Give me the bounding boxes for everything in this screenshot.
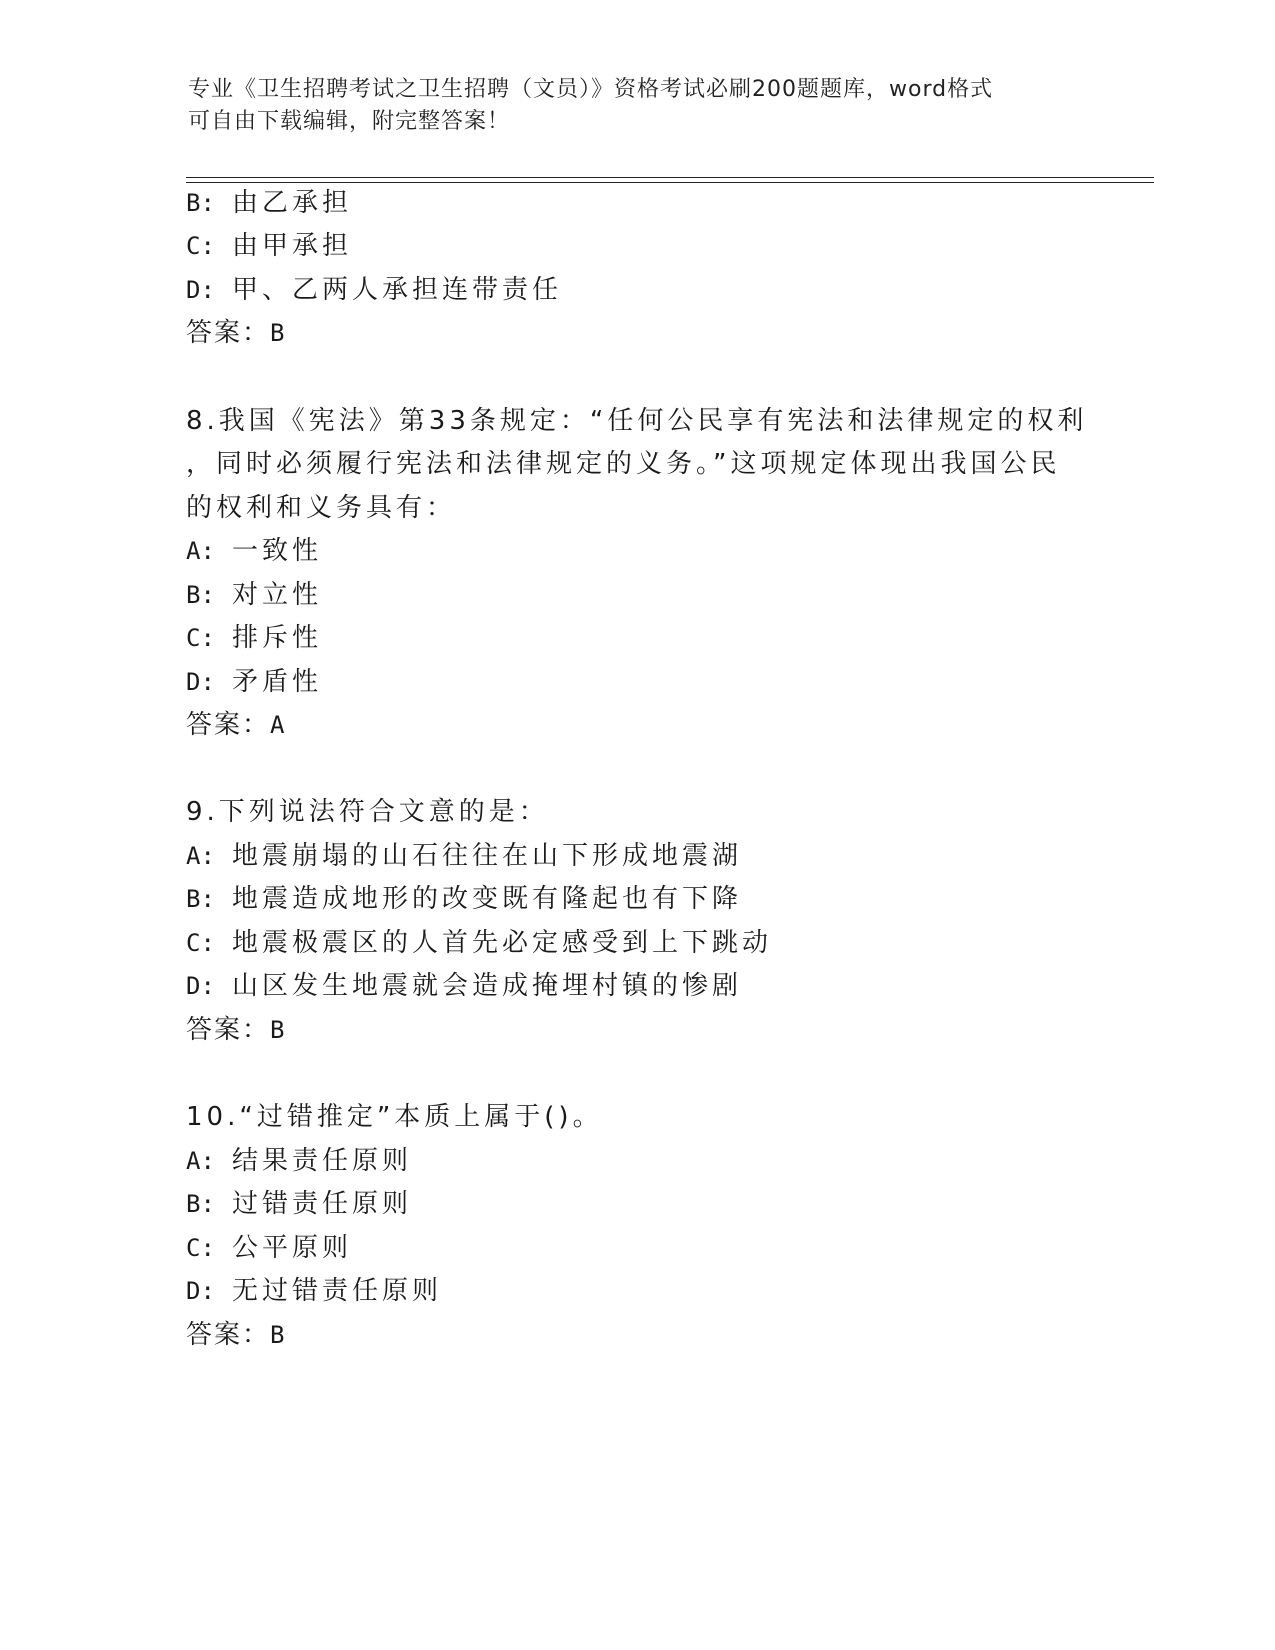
option-text: 由乙承担 bbox=[232, 188, 353, 218]
option-letter: C: bbox=[186, 1234, 215, 1262]
q8-option-c bbox=[186, 621, 322, 655]
q8-option-b bbox=[186, 578, 322, 612]
option-text: 甲、乙两人承担连带责任 bbox=[232, 275, 563, 305]
header-divider-bottom bbox=[186, 182, 1154, 183]
option-text: 地震极震区的人首先必定感受到上下跳动 bbox=[232, 928, 773, 958]
option-text: 地震崩塌的山石往往在山下形成地震湖 bbox=[232, 841, 743, 871]
page-header bbox=[188, 74, 1088, 138]
q9-option-c bbox=[186, 926, 772, 960]
option-letter: A: bbox=[186, 537, 215, 565]
option-letter: D: bbox=[186, 1277, 215, 1305]
q10-option-d bbox=[186, 1274, 442, 1308]
answer-label: 答案： bbox=[186, 318, 271, 348]
q8-option-a bbox=[186, 534, 322, 568]
option-letter: C: bbox=[186, 624, 215, 652]
q10-stem-line-1: 10.“过错推定”本质上属于()。 bbox=[186, 1102, 603, 1132]
q9-answer bbox=[186, 1013, 284, 1047]
q9-stem-line-1: 9.下列说法符合文意的是： bbox=[186, 797, 549, 827]
header-line-1: 专业《卫生招聘考试之卫生招聘（文员）》资格考试必刷200题题库，word格式 bbox=[188, 77, 994, 102]
option-letter: B: bbox=[186, 885, 215, 913]
q8-stem-line-3: 的权利和义务具有： bbox=[186, 493, 457, 523]
option-text: 山区发生地震就会造成掩埋村镇的惨剧 bbox=[232, 971, 743, 1001]
option-letter: A: bbox=[186, 1147, 215, 1175]
option-letter: B: bbox=[186, 581, 215, 609]
q7-option-d bbox=[186, 273, 562, 307]
option-letter: C: bbox=[186, 232, 215, 260]
option-letter: A: bbox=[186, 842, 215, 870]
q7-option-b bbox=[186, 186, 352, 220]
header-divider-top bbox=[186, 177, 1154, 178]
option-text: 过错责任原则 bbox=[232, 1189, 413, 1219]
answer-value: B bbox=[270, 1016, 285, 1044]
q9-option-a bbox=[186, 839, 742, 873]
option-text: 无过错责任原则 bbox=[232, 1276, 443, 1306]
option-text: 排斥性 bbox=[232, 623, 323, 653]
q10-option-b bbox=[186, 1187, 412, 1221]
answer-label: 答案： bbox=[186, 1320, 271, 1350]
option-letter: D: bbox=[186, 276, 215, 304]
answer-value: B bbox=[270, 1321, 285, 1349]
option-text: 结果责任原则 bbox=[232, 1146, 413, 1176]
answer-label: 答案： bbox=[186, 710, 271, 740]
q8-option-d bbox=[186, 665, 322, 699]
answer-value: A bbox=[270, 711, 285, 739]
answer-value: B bbox=[270, 319, 285, 347]
q8-stem-line-2: ，同时必须履行宪法和法律规定的义务。”这项规定体现出我国公民 bbox=[186, 449, 1061, 479]
option-text: 一致性 bbox=[232, 536, 323, 566]
q9-option-b bbox=[186, 882, 742, 916]
q10-option-c bbox=[186, 1231, 352, 1265]
option-letter: B: bbox=[186, 189, 215, 217]
answer-label: 答案： bbox=[186, 1015, 271, 1045]
option-text: 地震造成地形的改变既有隆起也有下降 bbox=[232, 884, 743, 914]
option-text: 对立性 bbox=[232, 580, 323, 610]
header-line-2: 可自由下载编辑，附完整答案！ bbox=[188, 109, 511, 134]
q7-answer bbox=[186, 316, 284, 350]
option-letter: C: bbox=[186, 929, 215, 957]
option-letter: D: bbox=[186, 668, 215, 696]
q10-answer bbox=[186, 1318, 284, 1352]
option-letter: D: bbox=[186, 972, 215, 1000]
q10-option-a bbox=[186, 1144, 412, 1178]
option-letter: B: bbox=[186, 1190, 215, 1218]
q8-answer bbox=[186, 708, 284, 742]
option-text: 公平原则 bbox=[232, 1233, 353, 1263]
q7-option-c bbox=[186, 229, 352, 263]
option-text: 矛盾性 bbox=[232, 667, 323, 697]
option-text: 由甲承担 bbox=[232, 231, 353, 261]
q9-option-d bbox=[186, 969, 742, 1003]
q8-stem-line-1: 8.我国《宪法》第33条规定：“任何公民享有宪法和法律规定的权利 bbox=[186, 406, 1088, 436]
